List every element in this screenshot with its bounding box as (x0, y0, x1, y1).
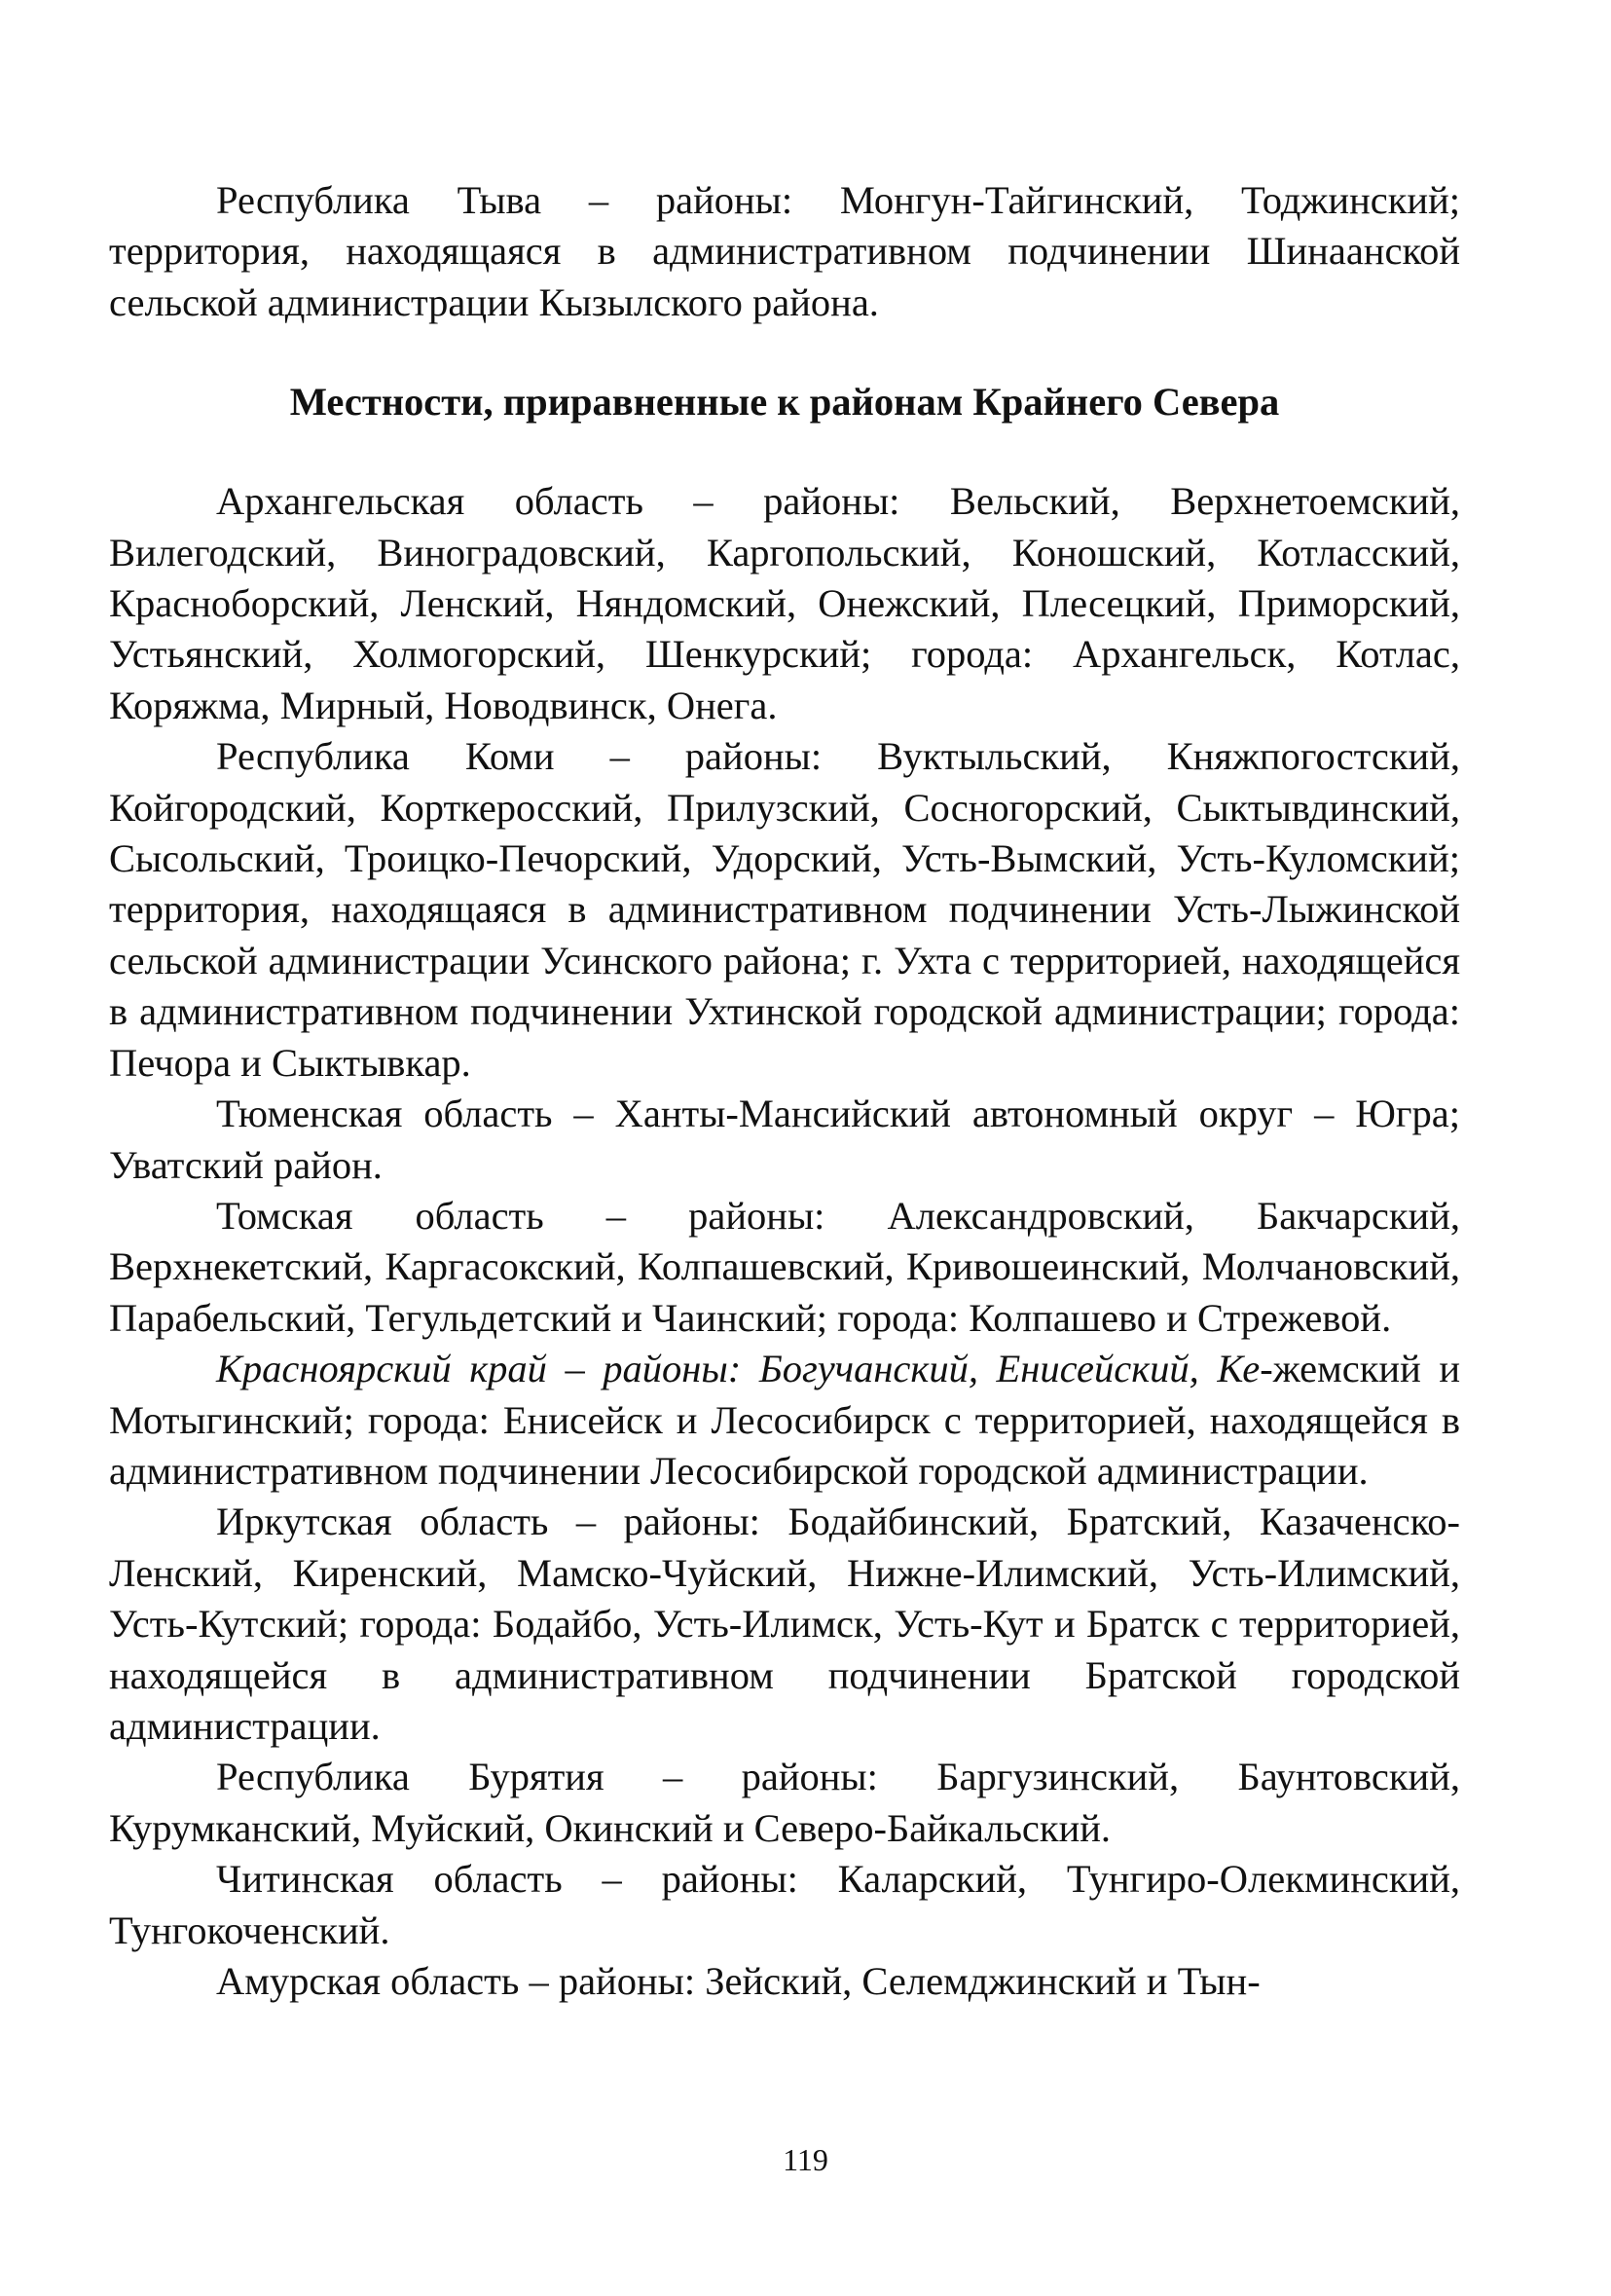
paragraph-buryatia: Республика Бурятия – районы: Баргузинский, Баунтовский, Курумканский, Муйский, Окинский и Северо-Байкальский. (109, 1755, 1460, 1850)
krasnoyarsk-regular-text: жемский и Мотыгинский; города: Енисейск и Лесосибирск с территорией, находящейся в административном подчинении Лесосибирской городской администрации. (109, 1347, 1460, 1493)
document-page (109, 175, 1460, 2007)
paragraph-chita: Читинская область – районы: Каларский, Тунгиро-Олекминский, Тунгокоченский. (109, 1857, 1460, 1952)
section-heading: Местности, приравненные к районам Крайнего Севера (289, 380, 1280, 425)
paragraph-tyumen: Тюменская область – Ханты-Мансийский автономный округ – Югра; Уватский район. (109, 1092, 1460, 1187)
paragraph-amur: Амурская область – районы: Зейский, Селемджинский и Тын- (216, 1959, 1261, 2003)
paragraph-komi: Республика Коми – районы: Вуктыльский, Княжпогостский, Койгородский, Корткеросский, Прилузский, Сосногорский, Сыктывдинский, Сысольский, Троицко-Печорский, Удорский, Усть-Вымский, Усть-Куломский; территория, находящаяся в административном подчинении Усть-Лыжинской сельской администрации Усинского района; г. Ухта с территорией, находящейся в административном подчинении Ухтинской городской администрации; города: Печора и Сыктывкар. (109, 734, 1460, 1085)
page-number: 119 (783, 2142, 828, 2177)
paragraph-tomsk: Томская область – районы: Александровский, Бакчарский, Верхнекетский, Каргасокский, Колпашевский, Кривошеинский, Молчановский, Парабельский, Тегульдетский и Чаинский; города: Колпашево и Стрежевой. (109, 1193, 1460, 1340)
paragraph-tyva: Республика Тыва – районы: Монгун-Тайгинский, Тоджинский; территория, находящаяся в административном подчинении Шинаанской сельской администрации Кызылского района. (109, 178, 1460, 324)
paragraph-arkhangelsk: Архангельская область – районы: Вельский, Верхнетоемский, Вилегодский, Виноградовский, Каргопольский, Коношский, Котласский, Красноборский, Ленский, Няндомский, Онежский, Плесецкий, Приморский, Устьянский, Холмогорский, Шенкурский; города: Архангельск, Котлас, Коряжма, Мирный, Новодвинск, Онега. (109, 479, 1460, 727)
paragraph-irkutsk: Иркутская область – районы: Бодайбинский, Братский, Казаченско-Ленский, Киренский, Мамско-Чуйский, Нижне-Илимский, Усть-Илимский, Усть-Кутский; города: Бодайбо, Усть-Илимск, Усть-Кут и Братск с территорией, находящейся в административном подчинении Братской городской администрации. (109, 1500, 1460, 1748)
krasnoyarsk-italic-text: Красноярский край – районы: Богучанский, Енисейский, Ке (216, 1347, 1261, 1391)
paragraph-krasnoyarsk: Красноярский край – районы: Богучанский, Енисейский, Ке-жемский и Мотыгинский; города: Енисейск и Лесосибирск с территорией, находящейся в административном подчинении Лесосибирской городской администрации. (109, 1347, 1460, 1493)
